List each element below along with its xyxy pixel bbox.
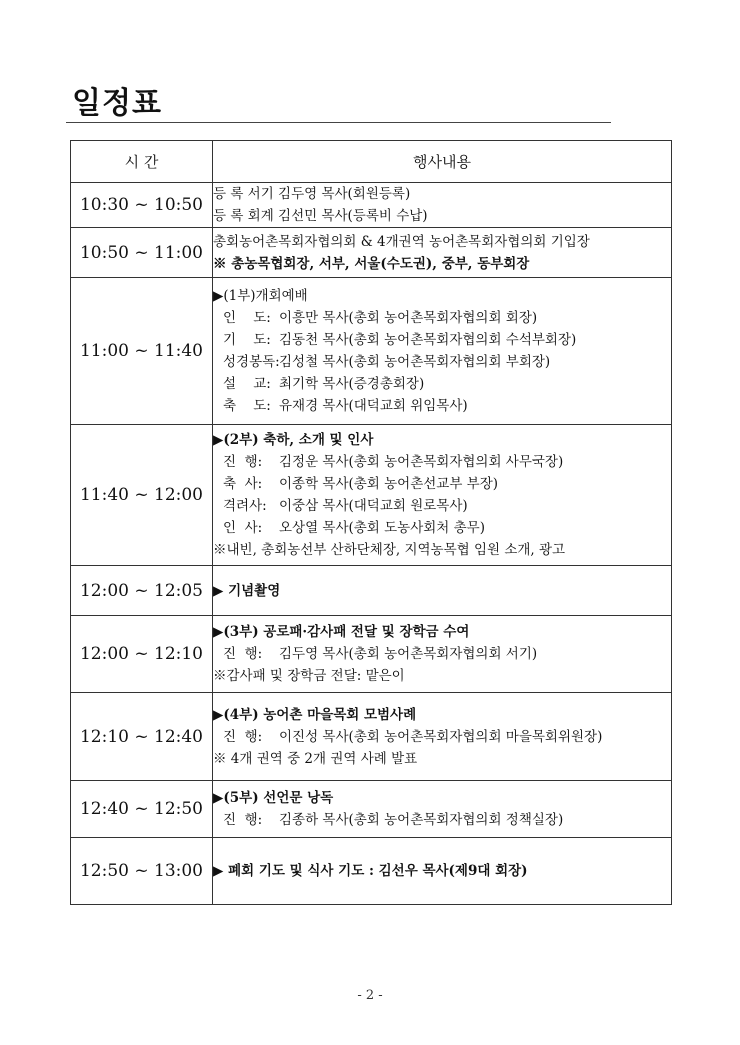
content-line — [213, 205, 671, 227]
time-cell: 11:40 ~ 12:00 — [71, 425, 213, 566]
content-cell — [213, 693, 672, 781]
content-cell — [213, 278, 672, 425]
content-line — [213, 329, 671, 351]
table-header-row — [71, 141, 672, 183]
time-cell: 12:00 ~ 12:10 — [71, 616, 213, 693]
header-content: 행사내용 — [213, 141, 672, 183]
line-text: 김동천 목사(총회 농어촌목회자협의회 수석부회장) — [279, 332, 577, 348]
line-text: 이종학 목사(총회 농어촌선교부 부장) — [279, 476, 499, 492]
schedule-row — [71, 838, 672, 905]
page-title: 일정표 — [72, 86, 162, 121]
line-text: ▶(2부) 축하, 소개 및 인사 — [213, 432, 374, 448]
line-text: 최기학 목사(증경총회장) — [279, 376, 425, 392]
content-line — [213, 395, 671, 417]
content-cell — [213, 838, 672, 905]
title-underline — [66, 122, 611, 123]
line-text: 김종하 목사(총회 농어촌목회자협의회 정책실장) — [279, 812, 564, 828]
line-text: 이중삼 목사(대덕교회 원로목사) — [279, 498, 468, 514]
role-label: 진 행: — [223, 728, 263, 745]
content-line — [213, 539, 671, 561]
role-label: 축 도: — [223, 398, 271, 414]
schedule-row — [71, 228, 672, 278]
role-label: 기 도: — [223, 332, 271, 348]
line-text: ▶ 기념촬영 — [213, 582, 281, 599]
schedule-row — [71, 566, 672, 616]
line-text: ▶(5부) 선언문 낭독 — [213, 790, 334, 806]
content-line — [213, 748, 671, 770]
content-line — [213, 580, 671, 602]
content-line — [213, 860, 671, 882]
content-cell — [213, 781, 672, 838]
role-label: 격려사: — [223, 498, 267, 514]
time-cell: 12:50 ~ 13:00 — [71, 838, 213, 905]
role-label: 진 행: — [223, 646, 263, 662]
role-label: 설 교: — [223, 376, 271, 392]
line-text: ※ 총농목협회장, 서부, 서울(수도권), 중부, 동부회장 — [213, 255, 530, 272]
content-line — [213, 809, 671, 831]
content-line — [213, 183, 671, 205]
content-line — [213, 307, 671, 329]
header-time: 시 간 — [71, 141, 213, 183]
content-line — [213, 495, 671, 517]
content-cell — [213, 228, 672, 278]
line-text: 오상열 목사(총회 도농사회처 총무) — [279, 520, 485, 536]
schedule-row — [71, 183, 672, 228]
line-text: 김성철 목사(총회 농어촌목회자협의회 부회장) — [279, 354, 551, 370]
schedule-row — [71, 278, 672, 425]
content-line — [213, 517, 671, 539]
role-label: 진 행: — [223, 454, 263, 470]
line-text: ▶ 폐회 기도 및 식사 기도 : 김선우 목사(제9대 회장) — [213, 863, 528, 879]
line-text: ※감사패 및 장학금 전달: 맡은이 — [213, 668, 405, 684]
role-label: 축 사: — [223, 476, 263, 492]
content-cell — [213, 566, 672, 616]
line-text: ※내빈, 총회농선부 산하단체장, 지역농목협 임원 소개, 광고 — [213, 542, 566, 558]
line-text: 김두영 목사(총회 농어촌목회자협의회 서기) — [279, 646, 538, 662]
page-number: - 2 - — [357, 988, 383, 1003]
line-text: 등 록 서기 김두영 목사(회원등록) — [213, 186, 411, 202]
time-cell: 10:50 ~ 11:00 — [71, 228, 213, 278]
schedule-row — [71, 616, 672, 693]
content-line — [213, 285, 671, 307]
role-label: 인 사: — [223, 520, 263, 536]
content-line — [213, 231, 671, 253]
time-cell: 12:00 ~ 12:05 — [71, 566, 213, 616]
content-line — [213, 429, 671, 451]
content-line — [213, 373, 671, 395]
content-line — [213, 643, 671, 665]
time-cell: 11:00 ~ 11:40 — [71, 278, 213, 425]
content-line — [213, 473, 671, 495]
time-cell: 10:30 ~ 10:50 — [71, 183, 213, 228]
time-cell: 12:40 ~ 12:50 — [71, 781, 213, 838]
content-line — [213, 787, 671, 809]
content-cell — [213, 425, 672, 566]
role-label: 진 행: — [223, 812, 263, 828]
content-line — [213, 704, 671, 726]
line-text: 총회농어촌목회자협의회 & 4개권역 농어촌목회자협의회 기입장 — [213, 233, 590, 250]
line-text: 김정운 목사(총회 농어촌목회자협의회 사무국장) — [279, 454, 564, 470]
schedule-row — [71, 781, 672, 838]
schedule-row — [71, 693, 672, 781]
schedule-row — [71, 425, 672, 566]
content-line — [213, 665, 671, 687]
role-label: 인 도: — [223, 310, 271, 326]
content-line — [213, 253, 671, 275]
line-text: 이흥만 목사(총회 농어촌목회자협의회 회장) — [279, 310, 538, 326]
line-text: 유재경 목사(대덕교회 위임목사) — [279, 398, 468, 414]
content-cell — [213, 183, 672, 228]
content-line — [213, 726, 671, 748]
role-label: 성경봉독: — [223, 354, 280, 370]
line-text: ▶(4부) 농어촌 마을목회 모범사례 — [213, 706, 417, 723]
schedule-table — [70, 140, 672, 905]
line-text: ※ 4개 권역 중 2개 권역 사례 발표 — [213, 750, 418, 767]
time-cell: 12:10 ~ 12:40 — [71, 693, 213, 781]
content-line — [213, 621, 671, 643]
line-text: ▶(3부) 공로패·감사패 전달 및 장학금 수여 — [213, 624, 470, 640]
content-cell — [213, 616, 672, 693]
content-line — [213, 351, 671, 373]
content-line — [213, 451, 671, 473]
line-text: ▶(1부)개회예배 — [213, 288, 308, 304]
line-text: 이진성 목사(총회 농어촌목회자협의회 마을목회위원장) — [279, 728, 603, 745]
line-text: 등 록 회계 김선민 목사(등록비 수납) — [213, 208, 428, 224]
